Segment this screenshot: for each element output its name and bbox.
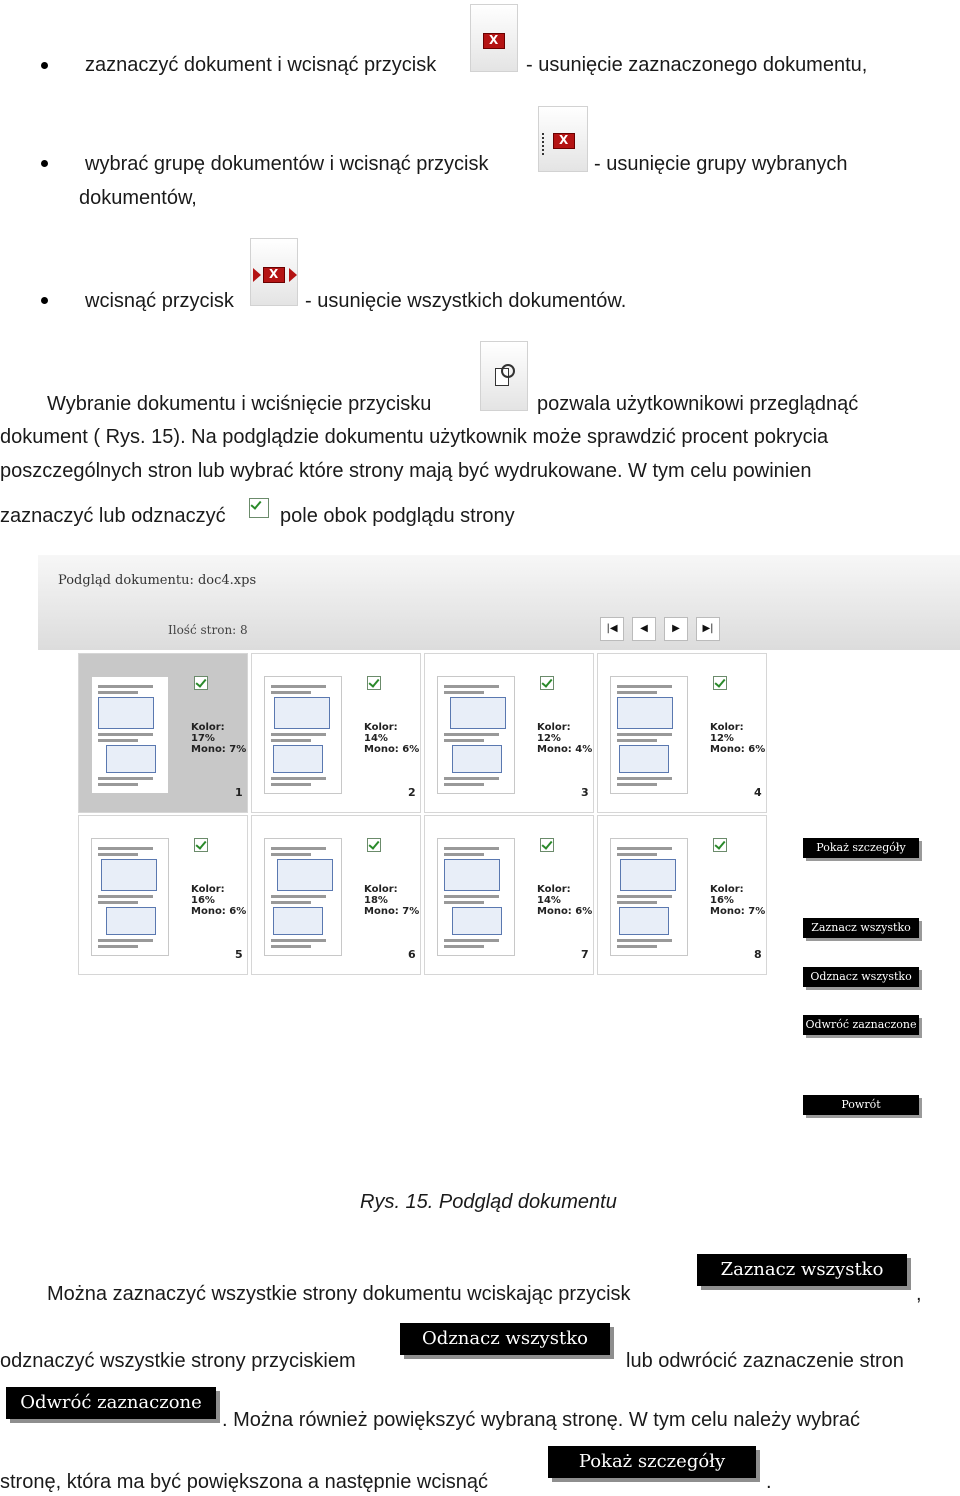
page-color-coverage: Kolor: 12% (537, 722, 571, 744)
invert-selection-button-image: Odwróć zaznaczone (6, 1387, 216, 1419)
page-thumbnail[interactable] (437, 838, 515, 956)
page-mono-coverage: Mono: 6% (364, 744, 420, 755)
preview-header (38, 555, 960, 650)
para2-line4: stronę, która ma być powiększona a następnie wcisnąć (0, 1471, 489, 1493)
para2-line3: . Można również powiększyć wybraną stronę. W tym celu należy wybrać (222, 1409, 861, 1431)
page-number: 8 (754, 948, 762, 961)
page-color-coverage: Kolor: 16% (191, 884, 225, 906)
para2-line1: Można zaznaczyć wszystkie strony dokumentu wciskając przycisk (47, 1283, 631, 1305)
page-select-checkbox[interactable] (713, 838, 727, 852)
page-tile[interactable] (597, 653, 767, 813)
para2-line2b: lub odwrócić zaznaczenie stron (626, 1350, 904, 1372)
bullet-2-text: wybrać grupę dokumentów i wcisnąć przycisk (85, 153, 489, 175)
bullet-dot (41, 62, 48, 69)
deselect-all-button[interactable]: Odznacz wszystko (803, 967, 919, 987)
page-color-coverage: Kolor: 16% (710, 884, 744, 906)
page-mono-coverage: Mono: 4% (537, 744, 593, 755)
preview-title: Podgląd dokumentu: doc4.xps (58, 573, 257, 588)
page-number: 2 (408, 786, 416, 799)
page-tile[interactable] (597, 815, 767, 975)
page-select-checkbox[interactable] (367, 676, 381, 690)
page-color-coverage: Kolor: 12% (710, 722, 744, 744)
show-details-button-image: Pokaż szczegóły (548, 1446, 756, 1478)
page-thumbnail[interactable] (264, 838, 342, 956)
last-page-icon[interactable]: ▶| (696, 617, 720, 641)
page-thumbnail[interactable] (610, 676, 688, 794)
para1-line1a: Wybranie dokumentu i wciśnięcie przycisku (47, 393, 432, 415)
invert-selection-button[interactable]: Odwróć zaznaczone (803, 1015, 919, 1035)
page-mono-coverage: Mono: 6% (537, 906, 593, 917)
page-number: 3 (581, 786, 589, 799)
page-mono-coverage: Mono: 7% (710, 906, 766, 917)
delete-document-icon[interactable] (470, 4, 518, 72)
page-color-coverage: Kolor: 18% (364, 884, 398, 906)
page-thumbnail[interactable] (91, 676, 169, 794)
delete-all-icon[interactable] (250, 238, 298, 306)
page-select-checkbox[interactable] (194, 676, 208, 690)
para1-line1b: pozwala użytkownikowi przeglądnąć (537, 393, 859, 415)
delete-group-icon[interactable] (538, 106, 588, 172)
prev-page-icon[interactable]: ◀ (632, 617, 656, 641)
page-tile[interactable] (251, 653, 421, 813)
page-number: 1 (235, 786, 243, 799)
page-number: 5 (235, 948, 243, 961)
para2-line1-end: , (916, 1283, 922, 1305)
page-mono-coverage: Mono: 6% (710, 744, 766, 755)
bullet-2-desc: - usunięcie grupy wybranych (594, 153, 848, 175)
page-select-checkbox[interactable] (540, 676, 554, 690)
bullet-3-text: wcisnąć przycisk (85, 290, 234, 312)
page-mono-coverage: Mono: 6% (191, 906, 247, 917)
page-tile[interactable] (424, 815, 594, 975)
page-tile[interactable] (78, 653, 248, 813)
page-number: 6 (408, 948, 416, 961)
page-count: Ilość stron: 8 (168, 623, 248, 637)
page-select-checkbox[interactable] (713, 676, 727, 690)
page-select-checkbox[interactable] (367, 838, 381, 852)
page-number: 4 (754, 786, 762, 799)
para1-line2 (0, 425, 828, 449)
page-mono-coverage: Mono: 7% (191, 744, 247, 755)
page-select-checkbox[interactable] (194, 838, 208, 852)
show-details-button[interactable]: Pokaż szczegóły (803, 838, 919, 858)
page-select-checkbox[interactable] (540, 838, 554, 852)
page-tile[interactable] (251, 815, 421, 975)
page-thumbnail[interactable] (91, 838, 169, 956)
para1-line2-text: Na podglądzie dokumentu użytkownik może sprawdzić procent pokrycia (185, 426, 829, 448)
page-tile[interactable] (78, 815, 248, 975)
select-all-button[interactable]: Zaznacz wszystko (803, 918, 919, 938)
page-thumbnail[interactable] (437, 676, 515, 794)
first-page-icon[interactable]: |◀ (600, 617, 624, 641)
checkbox-icon (249, 498, 269, 518)
page-thumbnail[interactable] (264, 676, 342, 794)
para2-line2a: odznaczyć wszystkie strony przyciskiem (0, 1350, 356, 1372)
figure-reference: dokument ( Rys. 15). (0, 426, 186, 448)
next-page-icon[interactable]: ▶ (664, 617, 688, 641)
page-tile[interactable] (424, 653, 594, 813)
bullet-dot (41, 297, 48, 304)
para1-line4b: pole obok podglądu strony (280, 505, 515, 527)
bullet-2-continuation: dokumentów, (79, 187, 197, 209)
select-all-button-image: Zaznacz wszystko (697, 1254, 907, 1286)
bullet-dot (41, 160, 48, 167)
page-color-coverage: Kolor: 17% (191, 722, 225, 744)
page-number: 7 (581, 948, 589, 961)
document-preview-screenshot (38, 555, 960, 1155)
para1-line3: poszczególnych stron lub wybrać które strony mają być wydrukowane. W tym celu powinien (0, 460, 812, 482)
back-button[interactable]: Powrót (803, 1095, 919, 1115)
page-color-coverage: Kolor: 14% (364, 722, 398, 744)
para1-line4a: zaznaczyć lub odznaczyć (0, 505, 226, 527)
preview-icon[interactable] (480, 341, 528, 411)
bullet-1-desc: - usunięcie zaznaczonego dokumentu, (526, 54, 868, 76)
figure-caption: Rys. 15. Podgląd dokumentu (360, 1191, 617, 1213)
para2-line4-end: . (766, 1471, 772, 1493)
bullet-1-text: zaznaczyć dokument i wcisnąć przycisk (85, 54, 437, 76)
deselect-all-button-image: Odznacz wszystko (400, 1323, 610, 1355)
bullet-3-desc: - usunięcie wszystkich dokumentów. (305, 290, 627, 312)
page-color-coverage: Kolor: 14% (537, 884, 571, 906)
page-mono-coverage: Mono: 7% (364, 906, 420, 917)
page-thumbnail[interactable] (610, 838, 688, 956)
